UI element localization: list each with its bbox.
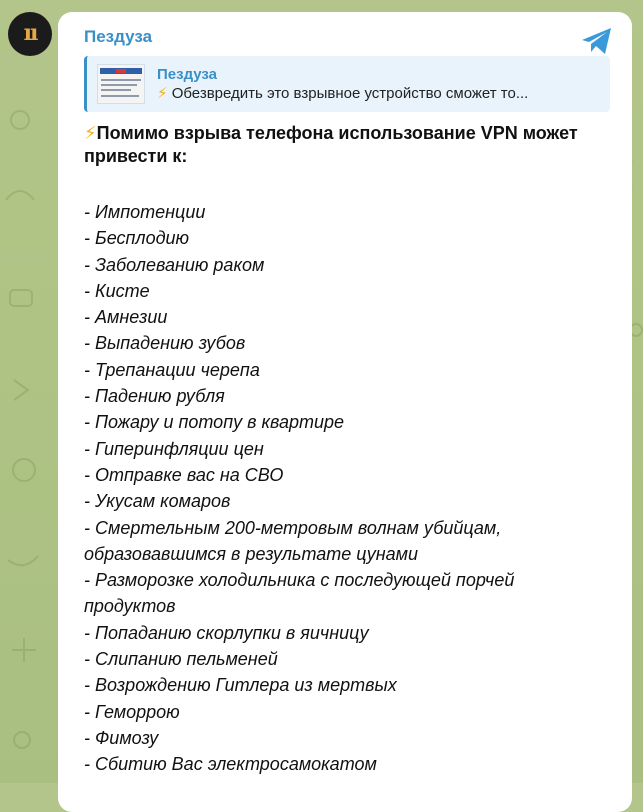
- list-item: - Трепанации черепа: [84, 359, 260, 380]
- channel-avatar[interactable]: [8, 12, 52, 56]
- list-item: - Отправке вас на СВО: [84, 464, 284, 485]
- reply-text: [157, 65, 610, 103]
- list-item: - Фимозу: [84, 727, 159, 748]
- list-item: - Гиперинфляции цен: [84, 438, 264, 459]
- list-item: - Разморозке холодильника с последующей порчей продуктов: [84, 570, 515, 617]
- message-headline: [84, 122, 584, 168]
- message-bubble: [58, 12, 632, 812]
- list-item: - Слипанию пельменей: [84, 649, 278, 670]
- list-item: - Попаданию скорлупки в яичницу: [84, 622, 369, 643]
- list-item: - Импотенции: [84, 202, 206, 222]
- reply-preview[interactable]: [84, 56, 610, 112]
- reply-thumbnail: [97, 64, 145, 104]
- list-item: - Падению рубля: [84, 386, 225, 407]
- headline-text: Помимо взрыва телефона использование VPN может привести к:: [84, 123, 578, 166]
- list-item: - Геморрою: [84, 701, 180, 722]
- reply-title: Пездуза: [157, 66, 218, 83]
- list-item: - Амнезии: [84, 307, 168, 328]
- list-item: - Выпадению зубов: [84, 333, 246, 354]
- reply-snippet-text: Обезвредить это взрывное устройство сможет то...: [171, 85, 529, 102]
- list-item: - Кисте: [84, 280, 150, 301]
- lightning-bolt-icon: ⚡: [84, 123, 97, 144]
- list-item: - Бесплодию: [84, 228, 190, 249]
- list-item: - Укусам комаров: [84, 491, 231, 512]
- list-item: - Смертельным 200-метровым волнам убийцам, образовавшимся в результате цунами: [84, 517, 502, 564]
- consequences-list: [84, 199, 614, 778]
- reply-snippet: [157, 84, 587, 103]
- channel-name[interactable]: Пездуза: [84, 27, 153, 46]
- list-item: - Сбитию Вас электросамокатом: [84, 754, 377, 775]
- lightning-bolt-icon: ⚡: [157, 84, 168, 102]
- telegram-share-icon[interactable]: [580, 26, 614, 56]
- list-item: - Заболеванию раком: [84, 254, 265, 275]
- avatar-logo-text: ıı: [23, 20, 37, 46]
- list-item: - Возрождению Гитлера из мертвых: [84, 675, 397, 696]
- list-item: - Пожару и потопу в квартире: [84, 412, 345, 433]
